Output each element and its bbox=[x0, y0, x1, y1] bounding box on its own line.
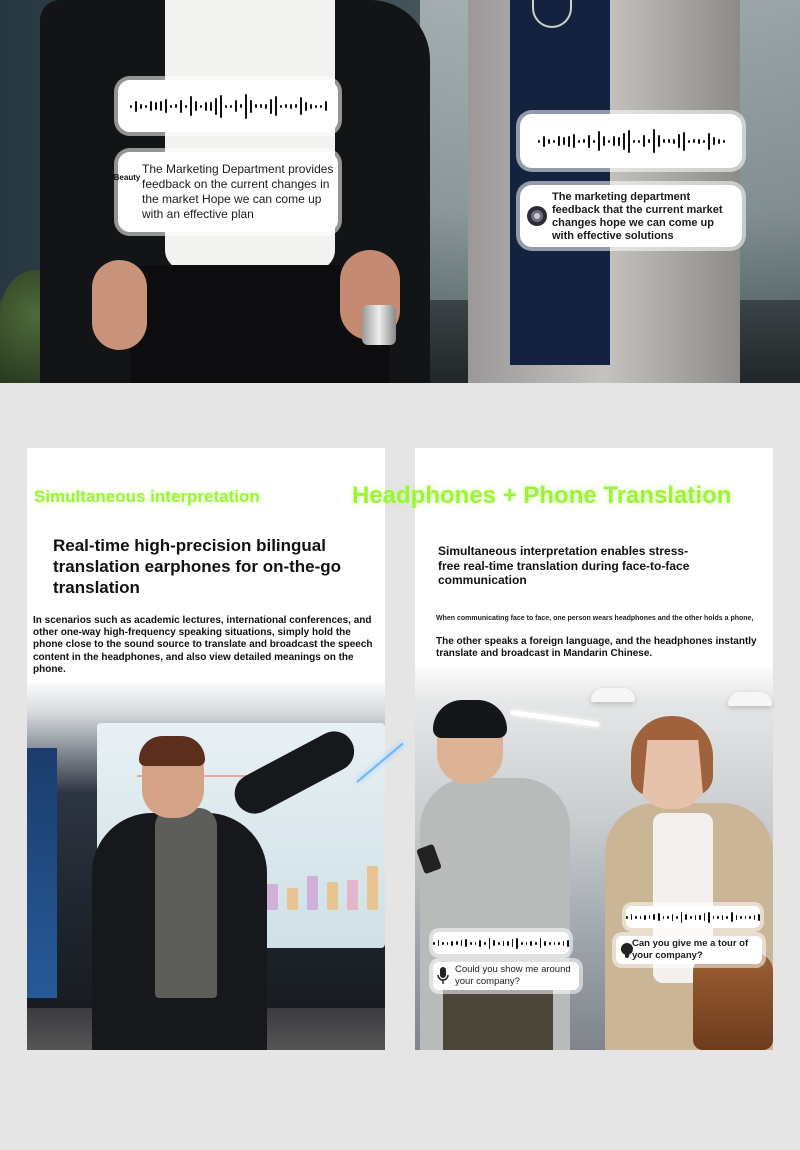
waveform-bar bbox=[250, 100, 252, 113]
waveform-bar bbox=[180, 100, 182, 113]
waveform-bar bbox=[688, 140, 690, 143]
waveform-bar bbox=[563, 941, 565, 946]
card-heading: Headphones + Phone Translation bbox=[352, 482, 732, 509]
waveform-icon bbox=[520, 114, 742, 168]
waveform-bar bbox=[175, 104, 177, 108]
waveform-bar bbox=[310, 104, 312, 109]
wristwatch bbox=[362, 305, 396, 345]
waveform-bar bbox=[215, 98, 217, 115]
waveform-bar bbox=[160, 101, 162, 111]
waveform-bar bbox=[433, 942, 435, 945]
screen-bar bbox=[367, 866, 378, 910]
waveform-bar bbox=[583, 139, 585, 143]
left-waveform-bubble bbox=[433, 932, 569, 954]
waveform-bar bbox=[451, 941, 453, 946]
man-speech-bubble bbox=[433, 962, 579, 990]
waveform-bar bbox=[235, 100, 237, 112]
waveform-bar bbox=[593, 140, 595, 143]
waveform-bar bbox=[538, 140, 540, 143]
headphones-phone-translation-card bbox=[352, 448, 773, 1050]
card-tiny-note: When communicating face to face, one person wears headphones and the other holds a phone, bbox=[436, 615, 754, 622]
screen-bar bbox=[267, 884, 278, 910]
waveform-bar bbox=[553, 140, 555, 143]
waveform-bar bbox=[456, 941, 458, 945]
handbag bbox=[693, 953, 773, 1050]
stage-light bbox=[27, 748, 57, 998]
waveform-bar bbox=[683, 132, 685, 151]
waveform-bar bbox=[540, 938, 542, 948]
waveform-bar bbox=[220, 95, 222, 118]
waveform-bar bbox=[693, 139, 695, 143]
waveform-bar bbox=[649, 915, 651, 919]
waveform-bar bbox=[745, 916, 747, 919]
waveform-bar bbox=[723, 140, 725, 143]
waveform-bar bbox=[438, 940, 440, 946]
waveform-bar bbox=[507, 941, 509, 946]
right-text-bubble bbox=[520, 185, 742, 247]
waveform-bar bbox=[708, 133, 710, 150]
waveform-bar bbox=[717, 916, 719, 919]
screen-bar bbox=[307, 876, 318, 910]
waveform-bar bbox=[690, 916, 692, 919]
waveform-bar bbox=[623, 133, 625, 150]
waveform-bar bbox=[704, 913, 706, 921]
waveform-bar bbox=[245, 94, 247, 119]
waveform-bar bbox=[618, 137, 620, 146]
waveform-bar bbox=[135, 101, 137, 112]
waveform-bar bbox=[275, 96, 277, 116]
waveform-bar bbox=[325, 101, 327, 111]
waveform-bar bbox=[265, 104, 267, 109]
waveform-bar bbox=[758, 914, 760, 921]
waveform-bar bbox=[461, 940, 463, 946]
waveform-bar bbox=[465, 939, 467, 947]
waveform-bar bbox=[479, 940, 481, 947]
waveform-bar bbox=[663, 139, 665, 143]
waveform-bar bbox=[658, 913, 660, 921]
waveform-bar bbox=[631, 914, 633, 920]
waveform-bar bbox=[544, 941, 546, 946]
waveform-bar bbox=[676, 916, 678, 919]
waveform-bar bbox=[681, 912, 683, 923]
waveform-bar bbox=[672, 914, 674, 921]
waveform-bar bbox=[489, 938, 491, 949]
waveform-bar bbox=[503, 941, 505, 946]
waveform-bar bbox=[225, 105, 227, 108]
waveform-bar bbox=[205, 102, 207, 111]
left-bubble-text: The Marketing Department provides feedback on the current changes in the market Hope we can come up with an effective plan bbox=[142, 162, 334, 221]
waveform-bar bbox=[749, 916, 751, 919]
woman-speech-bubble bbox=[616, 936, 762, 964]
waveform-bar bbox=[475, 942, 477, 945]
waveform-bar bbox=[673, 139, 675, 144]
left-text-bubble bbox=[113, 152, 338, 232]
waveform-bar bbox=[305, 102, 307, 111]
waveform-bar bbox=[726, 916, 728, 919]
waveform-bar bbox=[470, 942, 472, 945]
man-hair bbox=[433, 700, 507, 738]
waveform-bar bbox=[315, 105, 317, 108]
waveform-bar bbox=[653, 129, 655, 153]
screen-bar bbox=[327, 882, 338, 910]
waveform-bar bbox=[643, 135, 645, 147]
waveform-bar bbox=[549, 942, 551, 945]
screen-bar bbox=[347, 880, 358, 910]
waveform-bar bbox=[130, 105, 132, 108]
waveform-bar bbox=[195, 101, 197, 111]
waveform-bar bbox=[722, 915, 724, 920]
waveform-bar bbox=[484, 942, 486, 945]
waveform-bar bbox=[663, 916, 665, 919]
waveform-bar bbox=[703, 140, 705, 143]
waveform-bar bbox=[588, 135, 590, 148]
waveform-bar bbox=[626, 916, 628, 919]
waveform-bar bbox=[713, 137, 715, 145]
ceiling-lamp bbox=[591, 688, 635, 702]
waveform-bar bbox=[731, 912, 733, 922]
beauty-label: Beauty bbox=[113, 172, 141, 182]
waveform-bar bbox=[628, 130, 630, 153]
simultaneous-interpretation-card bbox=[27, 448, 385, 1050]
presenter-hair bbox=[139, 736, 205, 766]
waveform-bar bbox=[638, 140, 640, 143]
waveform-bar bbox=[598, 131, 600, 151]
waveform-bar bbox=[699, 915, 701, 920]
waveform-bar bbox=[442, 942, 444, 945]
waveform-bar bbox=[512, 939, 514, 947]
card-heading: Simultaneous interpretation bbox=[34, 487, 260, 506]
microphone-icon bbox=[435, 966, 451, 986]
waveform-bar bbox=[740, 916, 742, 919]
waveform-bar bbox=[516, 938, 518, 949]
waveform-bar bbox=[290, 104, 292, 109]
waveform-bar bbox=[240, 104, 242, 108]
waveform-bar bbox=[668, 139, 670, 143]
right-waveform-bubble bbox=[626, 906, 760, 928]
waveform-bar bbox=[535, 942, 537, 945]
waveform-bar bbox=[521, 942, 523, 945]
waveform-bar bbox=[578, 140, 580, 143]
waveform-icon bbox=[118, 80, 338, 132]
waveform-bar bbox=[603, 136, 605, 146]
right-waveform-bubble bbox=[520, 114, 742, 168]
waveform-bar bbox=[170, 105, 172, 108]
waveform-bar bbox=[548, 139, 550, 144]
waveform-bar bbox=[230, 105, 232, 108]
ceiling-lamp bbox=[728, 692, 772, 706]
waveform-bar bbox=[658, 135, 660, 147]
waveform-bar bbox=[295, 104, 297, 108]
waveform-bar bbox=[718, 139, 720, 144]
card-body: The other speaks a foreign language, and the headphones instantly translate and broadcast in Mandarin Chinese. bbox=[436, 636, 757, 660]
waveform-bar bbox=[554, 942, 556, 945]
waveform-bar bbox=[633, 140, 635, 143]
waveform-bar bbox=[526, 942, 528, 945]
waveform-bar bbox=[530, 941, 532, 946]
waveform-bar bbox=[685, 914, 687, 920]
waveform-bar bbox=[695, 915, 697, 920]
card-body: In scenarios such as academic lectures, international conferences, and other one-way high-frequency speaking situations, simply hold the phone close to the sound source to translate and broadcast the speech content in the headphones, and also view detailed meanings on the phone. bbox=[33, 615, 373, 675]
waveform-bar bbox=[150, 101, 152, 111]
waveform-bar bbox=[567, 940, 569, 947]
waveform-bar bbox=[708, 912, 710, 923]
waveform-bar bbox=[608, 140, 610, 143]
right-bubble-text: The marketing department feedback that the current market changes hope we can come up with effective solutions bbox=[552, 191, 723, 242]
waveform-bar bbox=[558, 942, 560, 945]
card-subtitle: Simultaneous interpretation enables stress-free real-time translation during face-to-face communication bbox=[438, 544, 690, 587]
waveform-bar bbox=[185, 105, 187, 108]
waveform-bar bbox=[255, 104, 257, 108]
waveform-bar bbox=[568, 136, 570, 147]
waveform-bar bbox=[155, 102, 157, 110]
waveform-bar bbox=[200, 105, 202, 108]
screen-bar bbox=[287, 888, 298, 910]
waveform-bar bbox=[754, 915, 756, 920]
waveform-bar bbox=[280, 105, 282, 108]
man-left-hand bbox=[92, 260, 147, 350]
man-right-shirt bbox=[510, 0, 610, 365]
waveform-bar bbox=[190, 96, 192, 116]
waveform-bar bbox=[563, 137, 565, 145]
waveform-bar bbox=[270, 99, 272, 114]
waveform-bar bbox=[678, 134, 680, 148]
earbuds-icon bbox=[524, 203, 550, 229]
man-speech-text: Could you show me around your company? bbox=[455, 964, 571, 987]
left-waveform-bubble bbox=[118, 80, 338, 132]
waveform-bar bbox=[648, 139, 650, 143]
waveform-bar bbox=[320, 105, 322, 108]
waveform-bar bbox=[210, 102, 212, 111]
waveform-bar bbox=[498, 942, 500, 945]
waveform-bar bbox=[667, 916, 669, 919]
waveform-bar bbox=[736, 915, 738, 920]
card-title: Real-time high-precision bilingual translation earphones for on-the-go translation bbox=[53, 536, 342, 597]
waveform-bar bbox=[165, 99, 167, 113]
waveform-bar bbox=[285, 104, 287, 108]
waveform-bar bbox=[145, 105, 147, 108]
hero-office-photo bbox=[0, 0, 800, 383]
waveform-bar bbox=[558, 136, 560, 146]
waveform-bar bbox=[613, 136, 615, 146]
waveform-bar bbox=[493, 940, 495, 946]
man-pants bbox=[443, 983, 553, 1050]
waveform-icon bbox=[433, 932, 569, 954]
waveform-bar bbox=[300, 97, 302, 115]
waveform-icon bbox=[626, 906, 760, 928]
waveform-bar bbox=[713, 916, 715, 919]
waveform-bar bbox=[573, 134, 575, 148]
woman-speech-text: Can you give me a tour of your company? bbox=[632, 938, 749, 961]
waveform-bar bbox=[543, 136, 545, 147]
waveform-bar bbox=[653, 914, 655, 920]
waveform-bar bbox=[447, 942, 449, 945]
waveform-bar bbox=[260, 104, 262, 108]
waveform-bar bbox=[698, 139, 700, 144]
waveform-bar bbox=[640, 916, 642, 919]
presenter-sweater bbox=[155, 808, 217, 998]
waveform-bar bbox=[140, 104, 142, 109]
waveform-bar bbox=[635, 916, 637, 919]
waveform-bar bbox=[644, 915, 646, 920]
